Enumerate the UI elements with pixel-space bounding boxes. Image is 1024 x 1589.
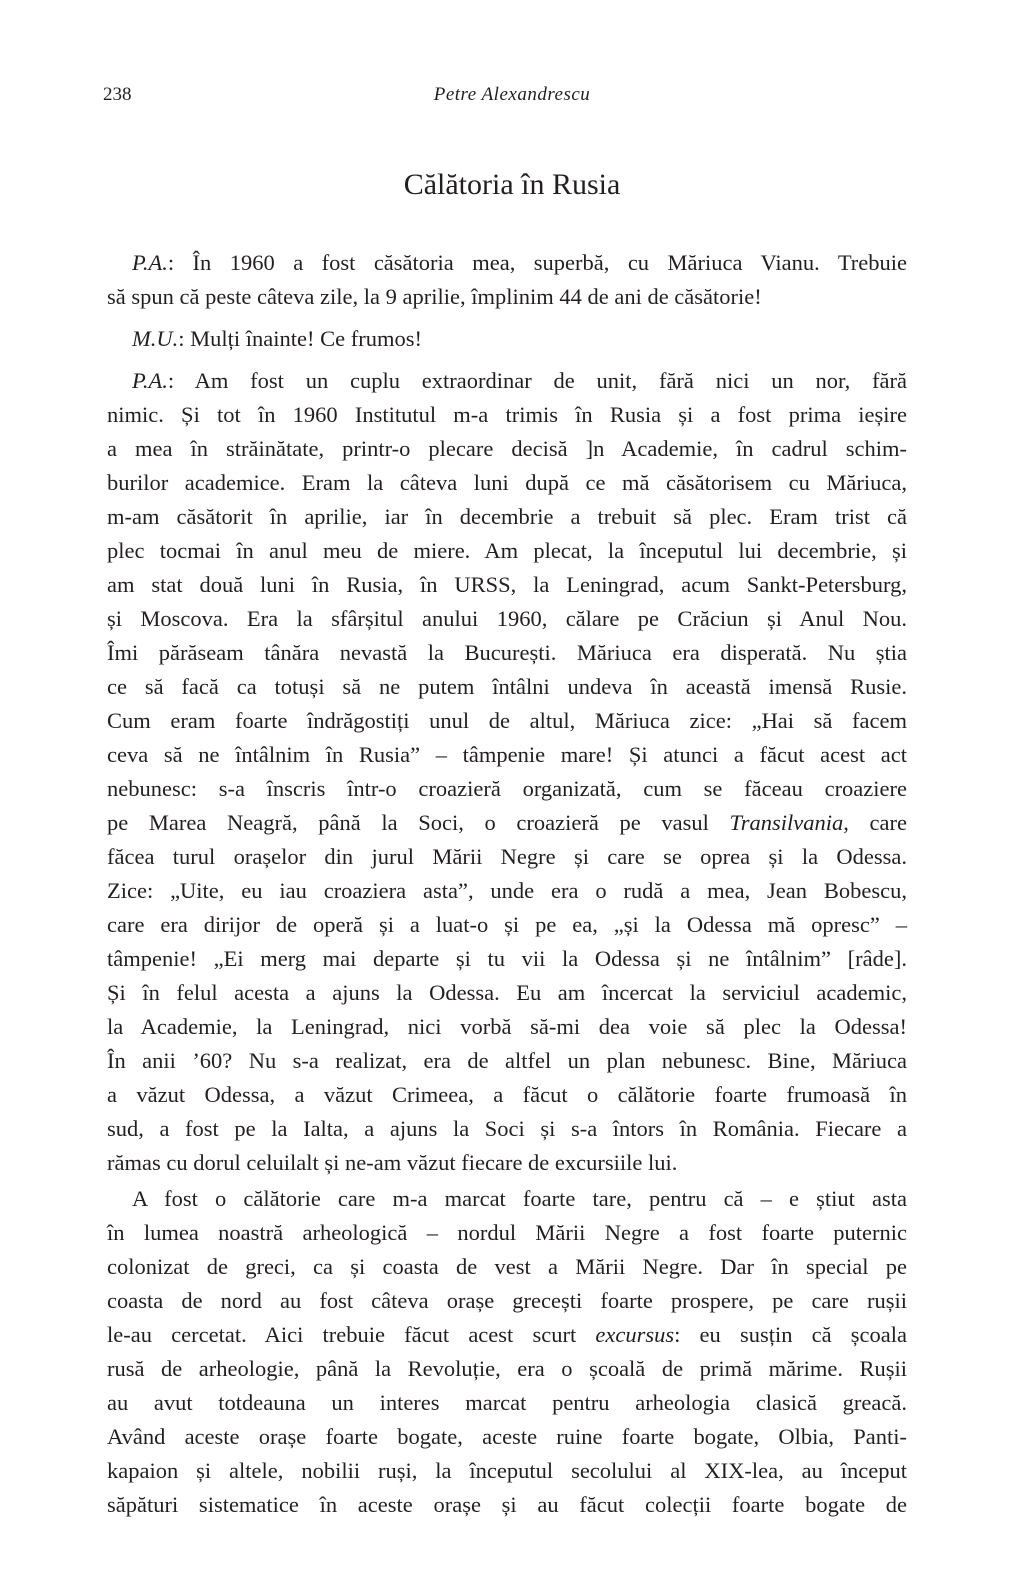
text-segment: coasta de nord au fost câteva orașe grecești foarte prospere, pe care rușii [107, 1288, 907, 1313]
text-segment: pe Marea Neagră, până la Soci, o croazieră pe vasul [107, 810, 730, 835]
text-segment: : Am fost un cuplu extraordinar de unit, fără nici un nor, fără [167, 368, 907, 393]
text-line [107, 1352, 907, 1386]
text-line [107, 1182, 907, 1216]
text-segment: : În 1960 a fost căsătoria mea, superbă, cu Măriuca Vianu. Trebuie [167, 250, 907, 275]
text-line [107, 602, 907, 636]
text-segment: nimic. Și tot în 1960 Institutul m-a trimis în Rusia și a fost prima ieșire [107, 402, 907, 427]
text-line [107, 840, 907, 874]
text-segment: care era dirijor de operă și a luat-o și pe ea, „și la Odessa mă opresc” – [107, 912, 907, 937]
text-segment: rusă de arheologie, până la Revoluție, era o școală de primă mărime. Rușii [107, 1356, 907, 1381]
text-segment: și Moscova. Era la sfârșitul anului 1960, călare pe Crăciun și Anul Nou. [107, 606, 907, 631]
text-segment: rămas cu dorul celuilalt și ne-am văzut fiecare de excursiile lui. [107, 1150, 678, 1175]
text-line [107, 568, 907, 602]
text-segment: Având aceste orașe foarte bogate, aceste ruine foarte bogate, Olbia, Panti- [107, 1424, 907, 1449]
italic-text: M.U. [132, 326, 179, 351]
text-segment: burilor academice. Eram la câteva luni după ce mă căsătorisem cu Măriuca, [107, 470, 907, 495]
paragraph [107, 322, 907, 356]
text-segment: tâmpenie! „Ei merg mai departe și tu vii la Odessa și ne întâlnim” [râde]. [107, 946, 907, 971]
text-line [107, 1112, 907, 1146]
text-segment: săpături sistematice în aceste orașe și au făcut colecții foarte bogate de [107, 1492, 907, 1517]
text-line [107, 874, 907, 908]
text-segment: ce să facă ca totuși să ne putem întâlni undeva în această imensă Rusie. [107, 674, 907, 699]
text-line [107, 322, 907, 356]
text-segment: kapaion și altele, nobilii ruși, la începutul secolului al XIX-lea, au început [107, 1458, 907, 1483]
text-segment: a mea în străinătate, printr-o plecare decisă ]n Academie, în cadrul schim- [107, 436, 907, 461]
text-line [107, 1146, 907, 1180]
text-line [107, 942, 907, 976]
text-line [107, 398, 907, 432]
text-segment: plec tocmai în anul meu de miere. Am plecat, la începutul lui decembrie, și [107, 538, 907, 563]
text-segment: colonizat de greci, ca și coasta de vest a Mării Negre. Dar în special pe [107, 1254, 907, 1279]
body-text [107, 246, 907, 1522]
text-segment: Zice: „Uite, eu iau croaziera asta”, unde era o rudă a mea, Jean Bobescu, [107, 878, 907, 903]
paragraph [107, 364, 907, 1180]
text-segment: Îmi părăseam tânăra nevastă la București. Măriuca era disperată. Nu știa [107, 640, 907, 665]
text-segment: a văzut Odessa, a văzut Crimeea, a făcut o călătorie foarte frumoasă în [107, 1082, 907, 1107]
italic-text: P.A. [132, 250, 168, 275]
text-line [107, 534, 907, 568]
text-segment: le-au cercetat. Aici trebuie făcut acest scurt [107, 1322, 596, 1347]
text-segment: în lumea noastră arheologică – nordul Mării Negre a fost foarte puternic [107, 1220, 907, 1245]
italic-text: Transilvania [729, 810, 844, 835]
text-segment: : eu susțin că școala [674, 1322, 907, 1347]
text-segment: m-am căsătorit în aprilie, iar în decembrie a trebuit să plec. Eram trist că [107, 504, 907, 529]
text-line [107, 1454, 907, 1488]
text-line [107, 246, 907, 280]
text-line [107, 1488, 907, 1522]
text-segment: Cum eram foarte îndrăgostiți unul de altul, Măriuca zice: „Hai să facem [107, 708, 907, 733]
text-line [107, 772, 907, 806]
text-line [107, 670, 907, 704]
text-line [107, 280, 907, 314]
text-line [107, 1010, 907, 1044]
text-line [107, 1386, 907, 1420]
paragraph [107, 1182, 907, 1522]
italic-text: excursus [595, 1322, 675, 1347]
text-segment: am stat două luni în Rusia, în URSS, la Leningrad, acum Sankt-Petersburg, [107, 572, 907, 597]
page-number: 238 [103, 84, 132, 105]
text-segment: la Academie, la Leningrad, nici vorbă să-mi dea voie să plec la Odessa! [107, 1014, 907, 1039]
text-line [107, 976, 907, 1010]
text-segment: În anii ’60? Nu s-a realizat, era de altfel un plan nebunesc. Bine, Măriuca [107, 1048, 907, 1073]
text-line [107, 1284, 907, 1318]
running-title: Petre Alexandrescu [433, 84, 591, 105]
text-segment: făcea turul orașelor din jurul Mării Negre și care se oprea și la Odessa. [107, 844, 907, 869]
text-segment: , care [843, 810, 908, 835]
text-line [107, 704, 907, 738]
text-line [107, 466, 907, 500]
text-segment: Și în felul acesta a ajuns la Odessa. Eu am încercat la serviciul academic, [107, 980, 907, 1005]
text-line [107, 364, 907, 398]
text-line [107, 738, 907, 772]
text-line [107, 908, 907, 942]
text-segment: ceva să ne întâlnim în Rusia” – tâmpenie mare! Și atunci a făcut acest act [107, 742, 907, 767]
text-line [107, 500, 907, 534]
text-segment: nebunesc: s-a înscris într-o croazieră organizată, cum se făceau croaziere [107, 776, 907, 801]
text-line [107, 1216, 907, 1250]
text-line [107, 1078, 907, 1112]
text-segment: au avut totdeauna un interes marcat pentru arheologia clasică greacă. [107, 1390, 907, 1415]
text-line [107, 1318, 907, 1352]
text-segment: A fost o călătorie care m-a marcat foarte tare, pentru că – e știut asta [132, 1186, 907, 1211]
text-segment: sud, a fost pe la Ialta, a ajuns la Soci și s-a întors în România. Fiecare a [107, 1116, 907, 1141]
text-line [107, 1420, 907, 1454]
text-line [107, 806, 907, 840]
text-line [107, 432, 907, 466]
chapter-title: Călătoria în Rusia [403, 168, 621, 201]
text-segment: să spun că peste câteva zile, la 9 aprilie, împlinim 44 de ani de căsătorie! [107, 284, 762, 309]
italic-text: P.A. [132, 368, 168, 393]
text-line [107, 1044, 907, 1078]
text-line [107, 636, 907, 670]
text-segment: : Mulți înainte! Ce frumos! [178, 326, 422, 351]
paragraph [107, 246, 907, 314]
text-line [107, 1250, 907, 1284]
